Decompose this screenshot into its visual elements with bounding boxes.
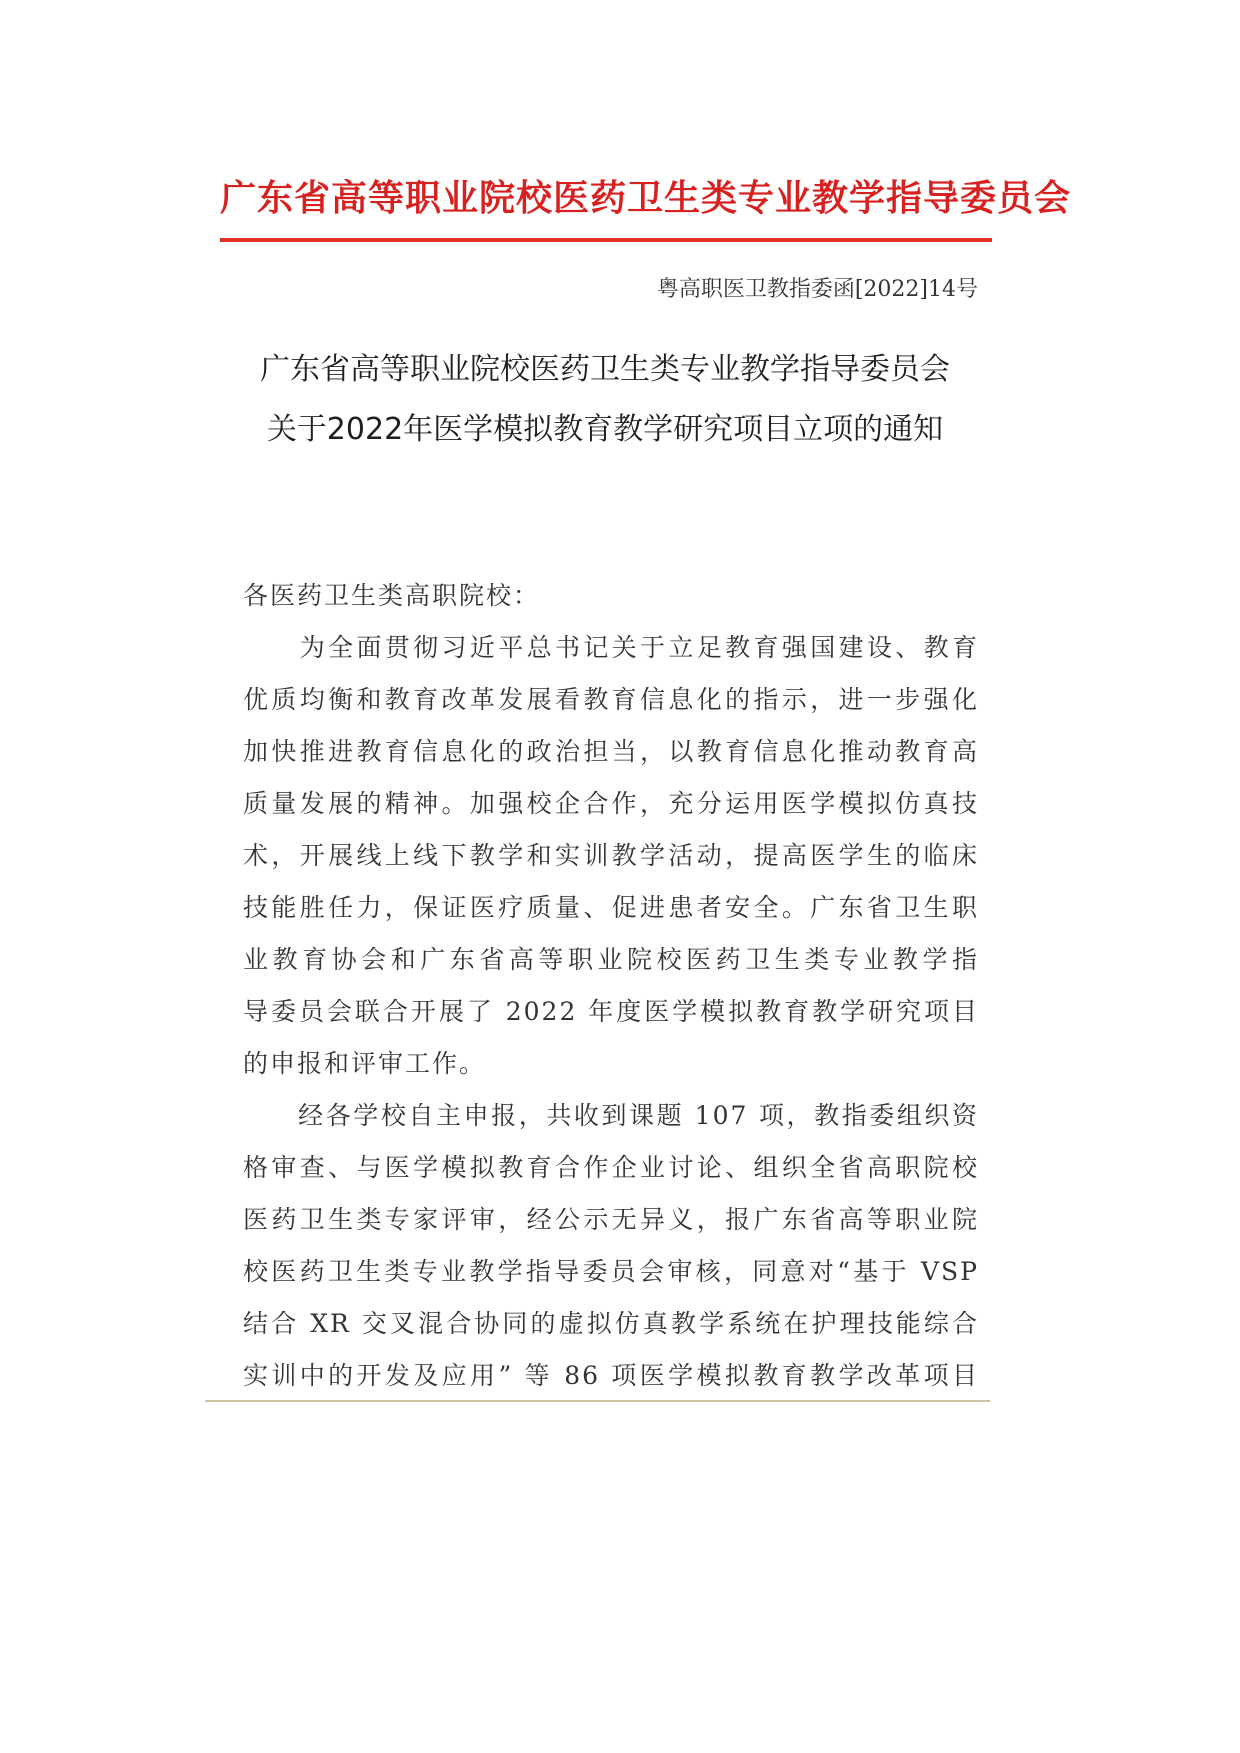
letterhead-org-name: 广东省高等职业院校医药卫生类专业教学指导委员会 (220, 178, 1072, 219)
paragraph-1-line: 业教育协会和广东省高等职业院校医药卫生类专业教学指 (243, 945, 979, 974)
paragraph-2-line: 结合 XR 交叉混合协同的虚拟仿真教学系统在护理技能综合 (243, 1309, 979, 1338)
paragraph-1-line: 技能胜任力，保证医疗质量、促进患者安全。广东省卫生职 (243, 893, 979, 922)
paragraph-1-line: 质量发展的精神。加强校企合作，充分运用医学模拟仿真技 (243, 789, 979, 818)
paragraph-1-line: 导委员会联合开展了 2022 年度医学模拟教育教学研究项目 (243, 997, 979, 1026)
paragraph-1-line: 的申报和评审工作。 (243, 1049, 487, 1078)
paragraph-2-line: 经各学校自主申报，共收到课题 107 项，教指委组织资 (243, 1101, 979, 1130)
paragraph-1-line: 为全面贯彻习近平总书记关于立足教育强国建设、教育 (243, 633, 979, 662)
paragraph-2-line: 实训中的开发及应用” 等 86 项医学模拟教育教学改革项目 (243, 1361, 979, 1390)
notice-title-line-1: 广东省高等职业院校医药卫生类专业教学指导委员会 (260, 352, 950, 387)
document-number: 粤高职医卫教指委函[2022]14号 (656, 277, 978, 302)
paragraph-1-line: 术，开展线上线下教学和实训教学活动，提高医学生的临床 (243, 841, 979, 870)
notice-title (200, 340, 1010, 460)
paragraph-1-line: 优质均衡和教育改革发展看教育信息化的指示，进一步强化 (243, 685, 979, 714)
paragraph-2-line: 校医药卫生类专业教学指导委员会审核，同意对“基于 VSP (243, 1257, 979, 1286)
paragraph-2-line: 格审查、与医学模拟教育合作企业讨论、组织全省高职院校 (243, 1153, 979, 1182)
notice-body (243, 570, 979, 1402)
letterhead-red-rule (220, 238, 992, 242)
notice-title-line-2: 关于2022年医学模拟教育教学研究项目立项的通知 (266, 412, 944, 447)
paragraph-2-line: 医药卫生类专家评审，经公示无异义，报广东省高等职业院 (243, 1205, 979, 1234)
salutation: 各医药卫生类高职院校： (243, 581, 541, 610)
paragraph-2 (243, 1090, 979, 1402)
page-bottom-rule (205, 1400, 990, 1402)
paragraph-1-line: 加快推进教育信息化的政治担当，以教育信息化推动教育高 (243, 737, 979, 766)
paragraph-1 (243, 622, 979, 1090)
